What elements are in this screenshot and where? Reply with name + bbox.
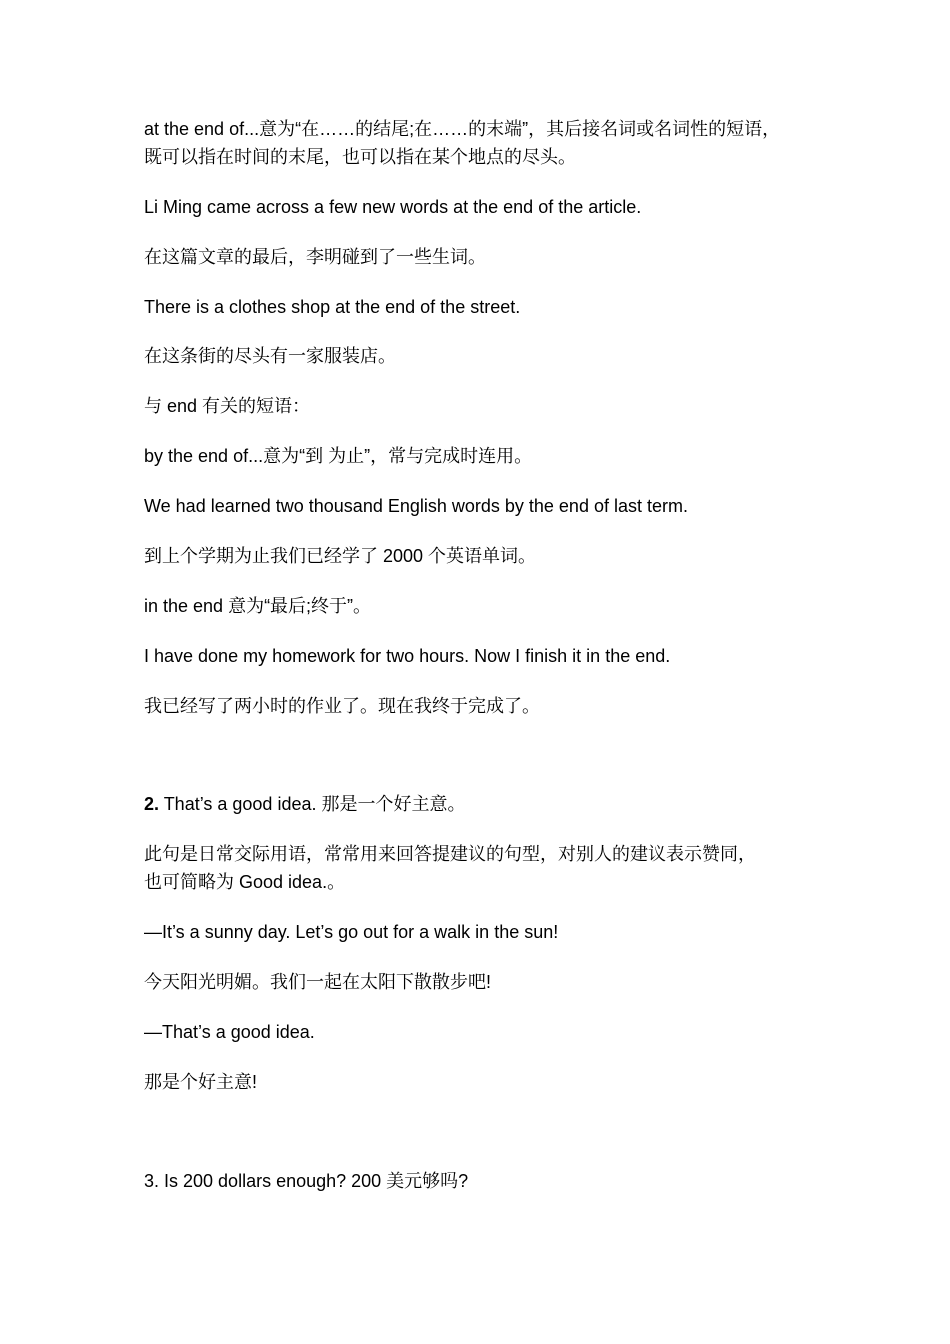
section-2-heading-text: That’s a good idea. 那是一个好主意。: [159, 794, 466, 814]
dialog-line-1: —It’s a sunny day. Let’s go out for a walk in the sun!: [144, 922, 559, 942]
section-3-heading: 3. Is 200 dollars enough? 200 美元够吗?: [144, 1171, 469, 1191]
phrases-heading: 与 end 有关的短语：: [144, 396, 311, 416]
example-sentence-zh-4: 我已经写了两小时的作业了。现在我终于完成了。: [144, 696, 540, 716]
example-sentence-zh-2: 在这条街的尽头有一家服装店。: [144, 346, 396, 366]
dialog-line-4: 那是个好主意!: [144, 1072, 258, 1092]
section-2-explanation-line2: 也可简略为 Good idea.。: [144, 872, 346, 892]
paragraph-at-the-end-of-line2: 既可以指在时间的末尾，也可以指在某个地点的尽头。: [144, 147, 576, 167]
example-sentence-en-4: I have done my homework for two hours. Now I finish it in the end.: [144, 646, 671, 666]
example-sentence-en-3: We had learned two thousand English words by the end of last term.: [144, 496, 688, 516]
example-sentence-en-2: There is a clothes shop at the end of the street.: [144, 297, 521, 317]
paragraph-at-the-end-of-line1: at the end of...意为“在……的结尾;在……的末端”，其后接名词或名词性的短语，: [144, 119, 781, 139]
example-sentence-zh-1: 在这篇文章的最后，李明碰到了一些生词。: [144, 247, 486, 267]
section-2-heading: [144, 790, 834, 818]
example-sentence-zh-3: 到上个学期为止我们已经学了 2000 个英语单词。: [144, 546, 537, 566]
dialog-line-2: 今天阳光明媚。我们一起在太阳下散散步吧!: [144, 972, 491, 992]
paragraph-in-the-end: in the end 意为“最后;终于”。: [144, 596, 372, 616]
example-sentence-en-1: Li Ming came across a few new words at the end of the article.: [144, 197, 642, 217]
paragraph-by-the-end-of: by the end of...意为“到 为止”，常与完成时连用。: [144, 446, 533, 466]
section-2-explanation-line1: 此句是日常交际用语，常常用来回答提建议的句型，对别人的建议表示赞同，: [144, 844, 756, 864]
dialog-line-3: —That’s a good idea.: [144, 1022, 315, 1042]
section-2-number: 2.: [144, 794, 160, 814]
